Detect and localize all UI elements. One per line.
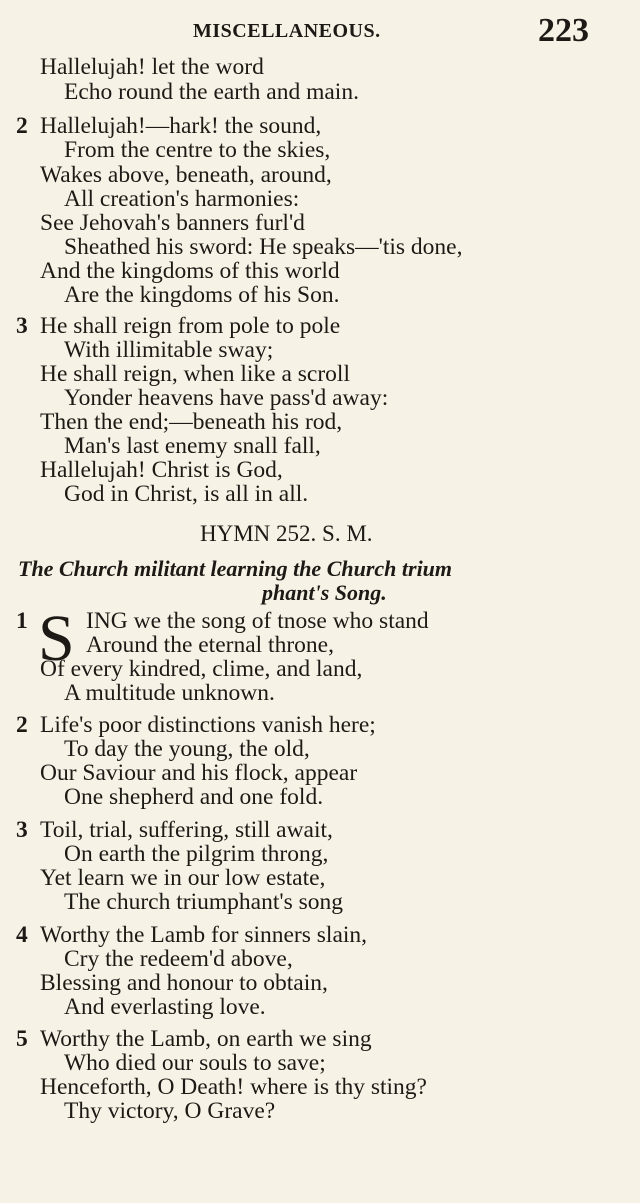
verse-line: Worthy the Lamb for sinners slain, <box>40 922 368 948</box>
verse-line: He shall reign, when like a scroll <box>40 361 350 387</box>
verse-line: And the kingdoms of this world <box>40 258 340 284</box>
verse-line: Then the end;—beneath his rod, <box>40 409 343 435</box>
verse-line: Hallelujah! Christ is God, <box>40 457 283 483</box>
verse-number: 3 <box>16 817 28 843</box>
verse-number: 2 <box>16 712 28 738</box>
verse-line: And everlasting love. <box>64 994 266 1020</box>
verse-line: See Jehovah's banners furl'd <box>40 210 305 236</box>
continuation-line: Hallelujah! let the word <box>40 54 264 80</box>
verse-line: Of every kindred, clime, and land, <box>40 656 363 682</box>
verse-number: 4 <box>16 922 28 948</box>
verse-line: One shepherd and one fold. <box>64 784 324 810</box>
verse-line: The church triumphant's song <box>64 889 343 915</box>
verse-line: Around the eternal throne, <box>86 632 334 658</box>
verse-line: Toil, trial, suffering, still await, <box>40 817 333 843</box>
drop-cap: S <box>38 602 75 675</box>
verse-line: Blessing and honour to obtain, <box>40 970 328 996</box>
verse-line: Hallelujah!—hark! the sound, <box>40 113 322 139</box>
verse-number: 3 <box>16 313 28 339</box>
verse-line: Life's poor distinctions vanish here; <box>40 712 376 738</box>
verse-line: Thy victory, O Grave? <box>64 1098 276 1124</box>
section-title: MISCELLANEOUS. <box>193 20 381 42</box>
page-header <box>0 14 640 50</box>
verse-line: Henceforth, O Death! where is thy sting? <box>40 1074 427 1100</box>
verse-line: A multitude unknown. <box>64 680 275 706</box>
verse-line: ING we the song of tnose who stand <box>86 608 429 634</box>
verse-line: Sheathed his sword: He speaks—'tis done, <box>64 234 463 260</box>
hymn-title: HYMN 252. S. M. <box>200 521 373 546</box>
verse-line: Yonder heavens have pass'd away: <box>64 385 389 411</box>
verse-line: Who died our souls to save; <box>64 1050 326 1076</box>
verse-line: On earth the pilgrim throng, <box>64 841 329 867</box>
hymn-subtitle: The Church militant learning the Church trium <box>18 556 453 581</box>
verse-line: With illimitable sway; <box>64 337 274 363</box>
hymn-subtitle: phant's Song. <box>262 580 387 605</box>
verse-line: Our Saviour and his flock, appear <box>40 760 358 786</box>
verse-number: 5 <box>16 1026 28 1052</box>
verse-number: 1 <box>16 608 28 634</box>
continuation-line: Echo round the earth and main. <box>64 79 359 105</box>
verse-line: Wakes above, beneath, around, <box>40 162 332 188</box>
verse-line: From the centre to the skies, <box>64 137 331 163</box>
verse-line: Worthy the Lamb, on earth we sing <box>40 1026 372 1052</box>
verse-line: Are the kingdoms of his Son. <box>64 282 340 308</box>
verse-line: He shall reign from pole to pole <box>40 313 341 339</box>
verse-line: Cry the redeem'd above, <box>64 946 293 972</box>
verse-line: Man's last enemy snall fall, <box>64 433 321 459</box>
verse-line: All creation's harmonies: <box>64 186 300 212</box>
verse-line: God in Christ, is all in all. <box>64 481 309 507</box>
verse-number: 2 <box>16 113 28 139</box>
verse-line: Yet learn we in our low estate, <box>40 865 326 891</box>
page-number: 223 <box>538 12 589 49</box>
verse-line: To day the young, the old, <box>64 736 310 762</box>
